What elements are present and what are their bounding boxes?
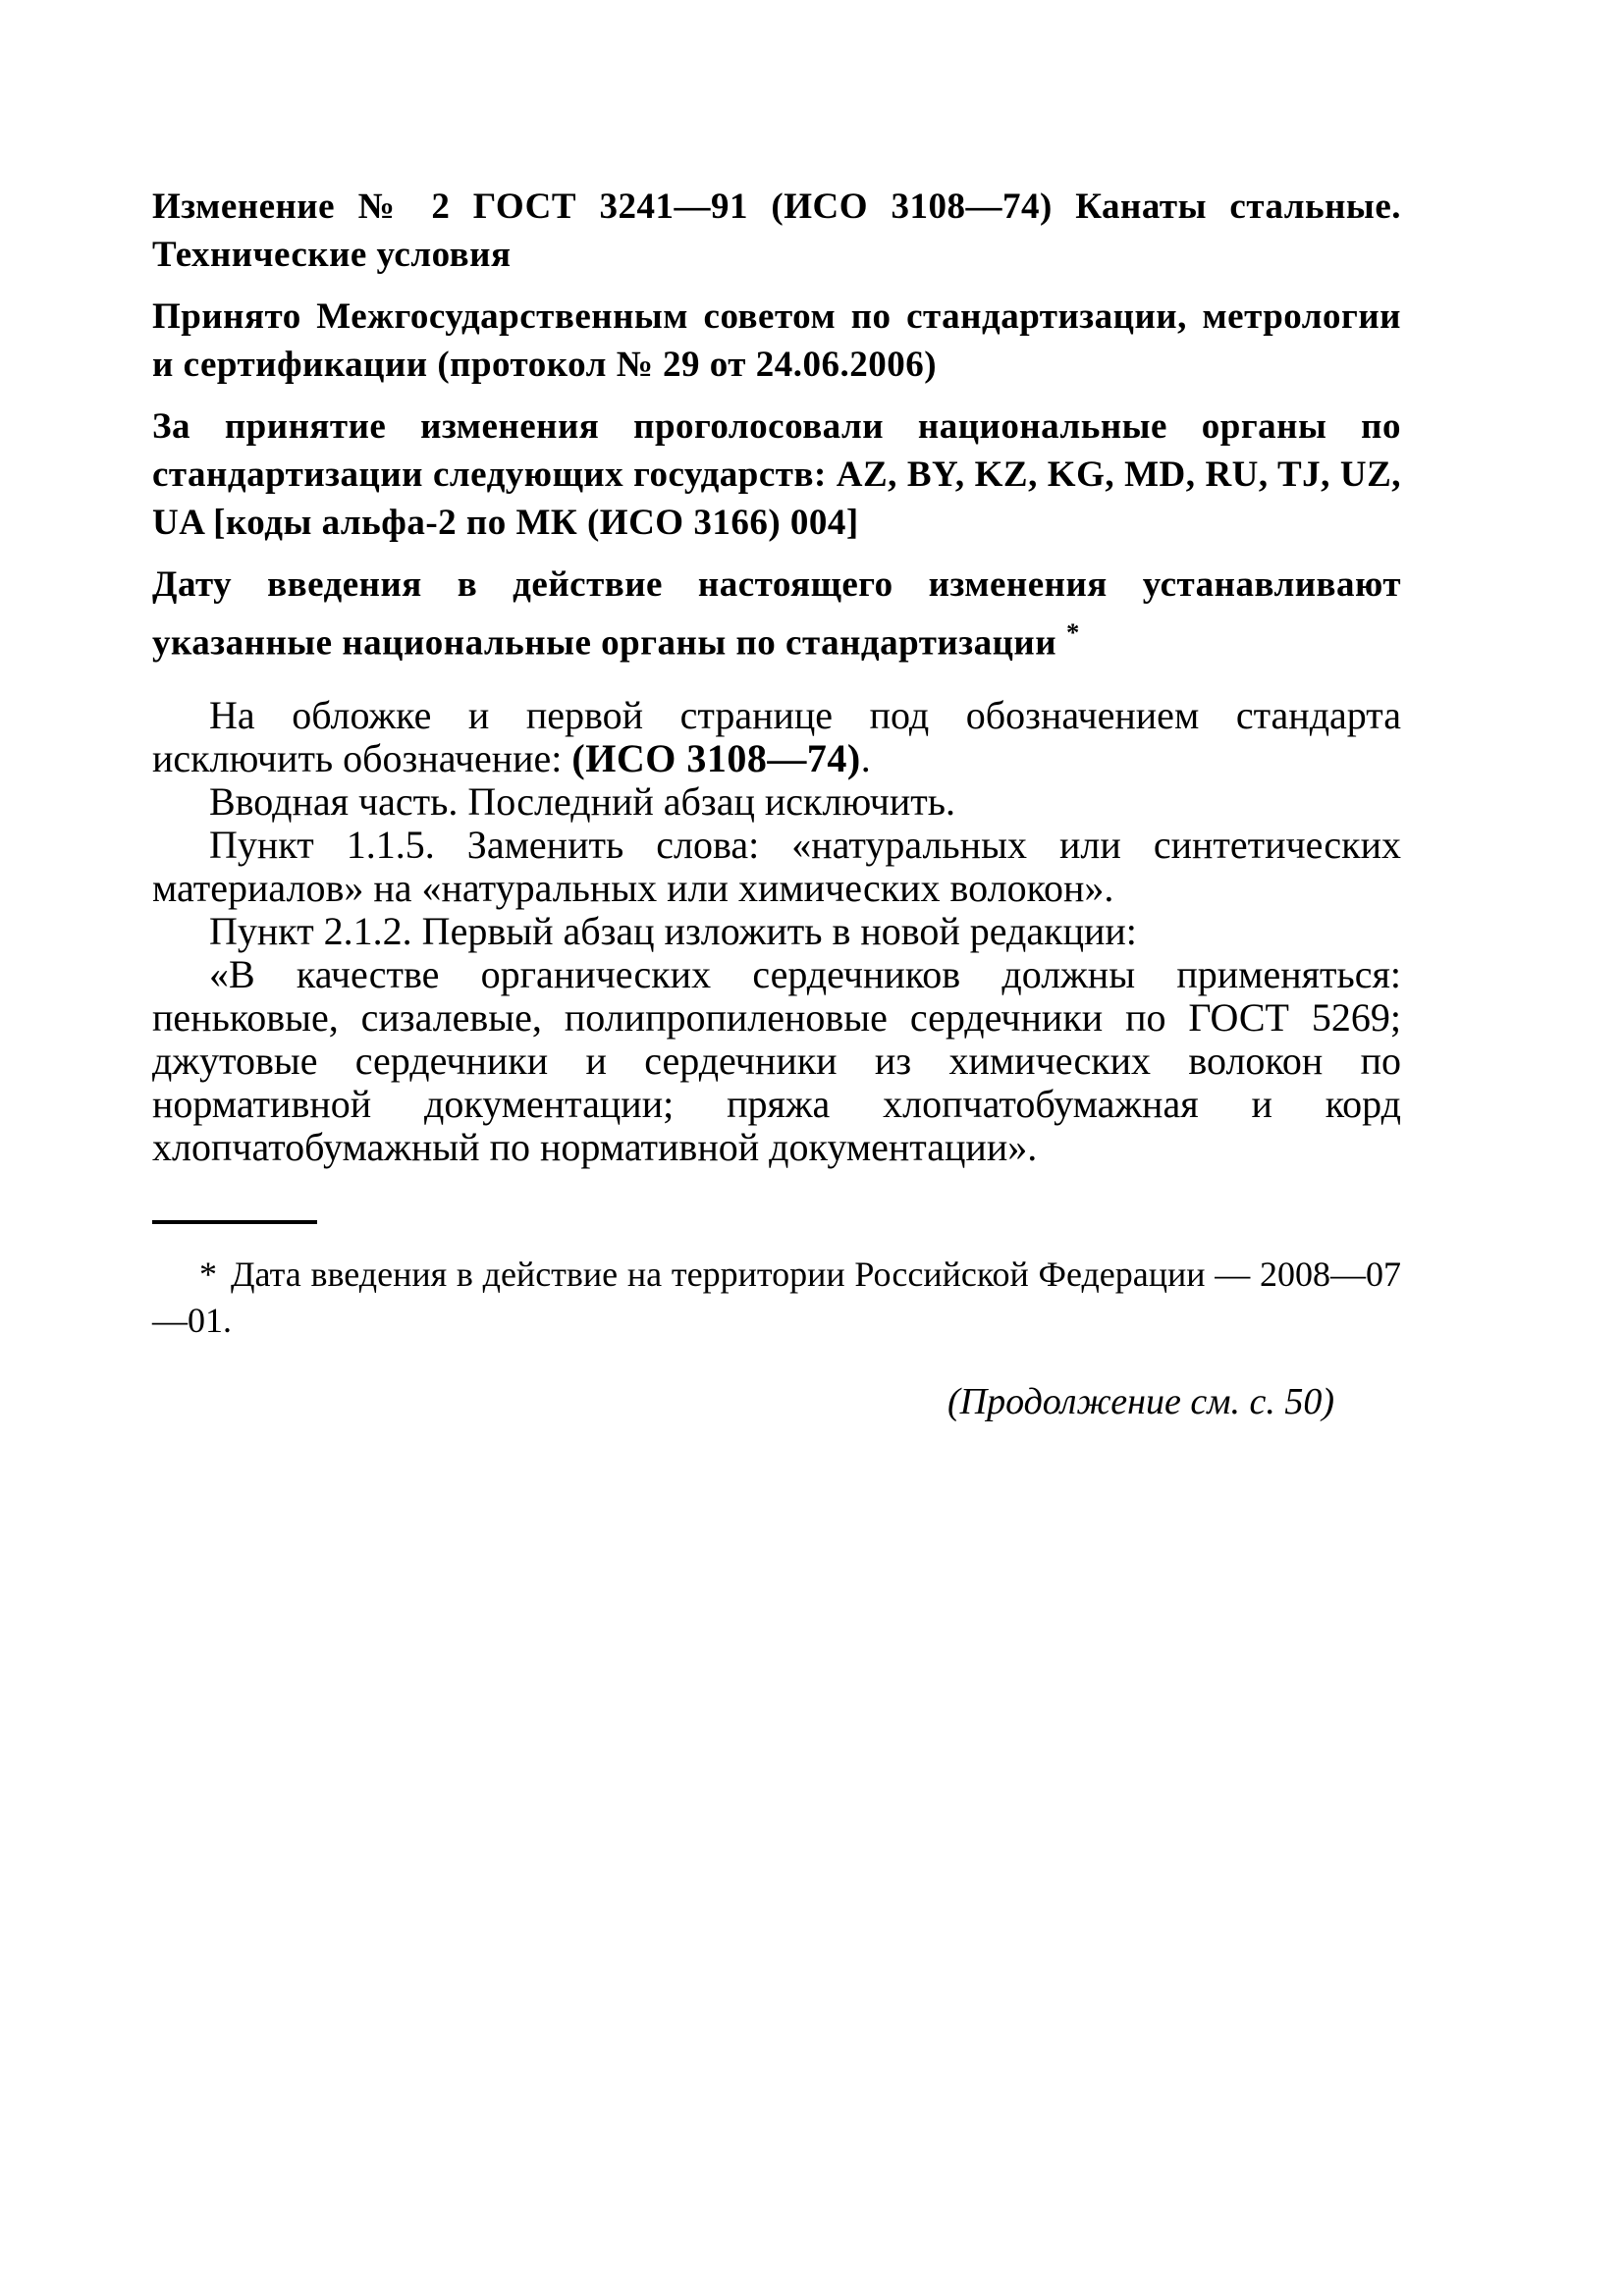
cover-change-designation: (ИСО 3108—74) xyxy=(571,736,861,781)
footnote-section xyxy=(152,1220,1401,1344)
cover-change-text-after: . xyxy=(860,736,871,781)
footnote-reference-marker: * xyxy=(1066,617,1080,647)
adoption-paragraph: Принято Межгосударственным советом по стандартизации, метрологии и сертификации (протокол № 29 от 24.06.2006) xyxy=(152,296,1401,385)
footnote-divider xyxy=(152,1220,317,1224)
continuation-note: (Продолжение см. с. 50) xyxy=(947,1381,1334,1423)
voting-paragraph: За принятие изменения проголосовали национальные органы по стандартизации следующих государств: AZ, BY, KZ, KG, MD, RU, TJ, UZ, UA [коды альфа-2 по МК (ИСО 3166) 004] xyxy=(152,406,1401,543)
footnote-marker: * xyxy=(199,1255,217,1295)
body-paragraph-item-212-new-text: «В качестве органических сердечников должны применяться: пеньковые, сизалевые, полипропиленовые сердечники по ГОСТ 5269; джутовые сердечники и сердечники из химических волокон по нормативной документации; пряжа хлопчатобумажная и корд хлопчатобумажный по нормативной документации». xyxy=(152,952,1401,1170)
footnote-body: Дата введения в действие на территории Российской Федерации — 2008—07—01. xyxy=(152,1255,1401,1341)
body-paragraph-item-212: Пункт 2.1.2. Первый абзац изложить в новой редакции: xyxy=(209,909,1137,954)
body-paragraph-cover-change xyxy=(152,694,1401,780)
amendment-body xyxy=(152,694,1401,1169)
body-paragraph-intro-change: Вводная часть. Последний абзац исключить. xyxy=(209,779,956,825)
effective-date-text: Дату введения в действие настоящего изменения устанавливают указанные национальные органы по стандартизации xyxy=(152,564,1401,664)
amendment-title: Изменение № 2 ГОСТ 3241—91 (ИСО 3108—74) Канаты стальные. Технические условия xyxy=(152,187,1401,275)
document-content xyxy=(152,183,1401,1462)
effective-date-paragraph xyxy=(152,561,1401,667)
footnote-text xyxy=(152,1252,1401,1344)
cover-change-text-before: На обложке и первой странице под обозначением стандарта исключить обозначение: xyxy=(152,693,1401,781)
body-paragraph-item-115: Пункт 1.1.5. Заменить слова: «натуральных или синтетических материалов» на «натуральных или химических волокон». xyxy=(152,823,1401,911)
